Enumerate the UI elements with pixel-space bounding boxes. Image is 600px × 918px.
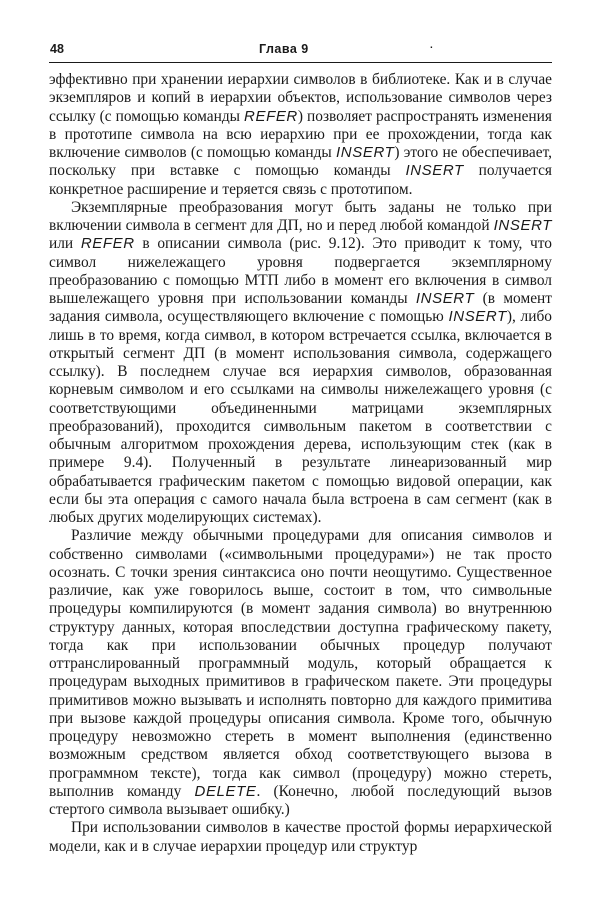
command-insert: INSERT xyxy=(405,162,464,180)
chapter-title: Глава 9 xyxy=(259,42,309,56)
text-run: . (Конечно, любой последующий вызов стертого символа вызывает ошибку.) xyxy=(49,782,552,818)
text-run: получается конкретное расширение и теряется связь с прототипом. xyxy=(49,162,552,198)
text-run: в описании символа (рис. 9.12). Это приводит к тому, что символ нижележащего уровня подвергается экземплярному преобразованию с помощью МТП либо в момент его включения в символ вышележащего уровня при использовании команды xyxy=(49,235,552,307)
command-insert: INSERT xyxy=(415,290,475,307)
page-number: 48 xyxy=(50,42,64,56)
command-refer: REFER xyxy=(80,235,135,253)
command-refer: REFER xyxy=(244,107,298,125)
book-page xyxy=(49,40,552,856)
paragraph-3 xyxy=(49,527,552,819)
text-run: Экземплярные преобразования могут быть заданы не только при включении символа в сегмент для ДП, но и перед любой командой xyxy=(49,198,552,234)
command-insert: INSERT xyxy=(493,217,552,234)
paragraph-4 xyxy=(49,819,552,856)
paragraph-2 xyxy=(49,199,552,528)
running-header xyxy=(49,40,552,63)
command-insert: INSERT xyxy=(336,144,395,161)
text-run: эффективно при хранении иерархии символов в библиотеке. Как и в случае экземпляров и копий в иерархии объектов, использование символов через ссылку (с помощью команды xyxy=(49,71,552,125)
header-mark: . xyxy=(430,40,433,51)
command-delete: DELETE xyxy=(194,782,257,800)
text-run: (в момент задания символа, осуществляющего включение с помощью xyxy=(49,290,552,326)
body-text xyxy=(49,71,552,856)
text-run: При использовании символов в качестве простой формы иерархической модели, как и в случае иерархии процедур или структур xyxy=(49,819,552,855)
text-run: ) позволяет распространять изменения в прототипе символа на всю иерархию при ее прохождении, тогда как включение символов (с помощью команды xyxy=(49,107,552,161)
command-insert: INSERT xyxy=(448,308,507,326)
text-run: или xyxy=(49,235,81,253)
text-run: ), либо лишь в то время, когда символ, в котором встречается ссылка, включается в открытый сегмент ДП (в момент использования символа, содержащего ссылку). В последнем случае вся иерархия символов, образованная корневым символом и его ссылками на символы нижележащего уровня (с соответствующими объединенными матрицами экземплярных преобразований), проходится символьным пакетом в соответствии с обычным алгоритмом прохождения дерева, использующим стек (как в примере 9.4). Полученный в результате линеаризованный мир обрабатывается графическим пакетом с помощью видовой операции, как если бы эта операция с самого начала была встроена в сам сегмент (как в любых других моделирующих системах). xyxy=(49,308,552,526)
paragraph-1 xyxy=(49,71,552,199)
text-run: ) этого не обеспечивает, поскольку при вставке с помощью команды xyxy=(49,144,552,180)
text-run: Различие между обычными процедурами для описания символов и собственно символами («символьными процедурами») не так просто осознать. С точки зрения синтаксиса оно почти неощутимо. Существенное различие, как уже говорилось выше, состоит в том, что символьные процедуры компилируются (в момент задания символа) во внутреннюю структуру данных, которая впоследствии доступна графическому пакету, тогда как при использовании обычных процедур получают оттранслированный программный модуль, который обращается к процедурам выходных примитивов в графическом пакете. Эти процедуры примитивов можно вызывать и исполнять повторно для каждого примитива при вызове каждой процедуры описания символа. Кроме того, обычную процедуру невозможно стереть в момент выполнения (единственно возможным средством является обход соответствующего вызова в программном тексте), тогда как символ (процедуру) можно стереть, выполнив команду xyxy=(49,527,552,800)
